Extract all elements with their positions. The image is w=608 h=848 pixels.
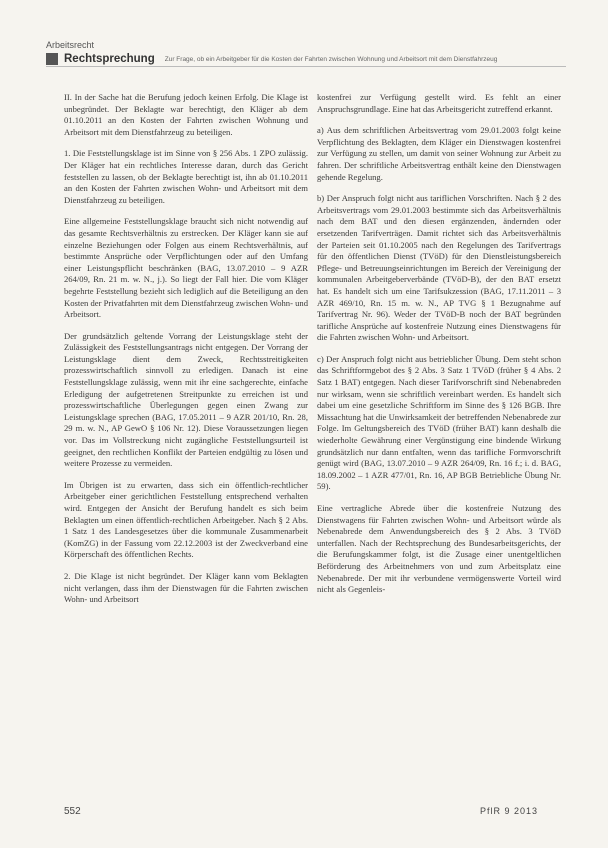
paragraph: c) Der Anspruch folgt nicht aus betrieblicher Übung. Dem steht schon das Schriftformgebot des § 2 Abs. 3 Satz 1 TVöD (früher § 4 Abs. 2 Satz 1 BAT) entgegen. Nach dieser Tarifvorschrift sind Nebenabreden nur wirksam, wenn sie schriftlich vereinbart werden. Es handelt sich dabei um eine gesetzliche Schriftform im Sinne des § 126 BGB. Ihre Missachtung hat die Unwirksamkeit der betreffenden Nebenabrede zur Folge. Im Geltungsbereich des TVöD (früher BAT) kann deshalb die wiederholte Gewährung einer Vergünstigung eine bindende Wirkung grundsätzlich nur dann entfalten, wenn das tarifliche Formvorschrift genügt wird (BAG, 13.07.2010 – 9 AZR 264/09, Rn. 16 f.; i. d. BAG, 18.09.2002 – 1 AZR 477/01, Rn. 16, AP BGB Betriebliche Übung Nr. 59). <box>317 353 561 492</box>
left-column <box>64 92 308 616</box>
paragraph: Im Übrigen ist zu erwarten, dass sich ein öffentlich-rechtlicher Arbeitgeber einer gerichtlichen Feststellung entsprechend verhalten wird. Entgegen der Ansicht der Berufung handelt es sich beim Beklagten um einen öffentlich-rechtlichen Arbeitgeber. Nach § 2 Abs. 1 Satz 1 des Landesgesetzes über die kommunale Zusammenarbeit (KomZG) in der Fassung vom 22.12.2003 ist der Zweckverband eine Körperschaft des öffentlichen Rechts. <box>64 479 308 560</box>
paragraph: b) Der Anspruch folgt nicht aus tariflichen Vorschriften. Nach § 2 des Arbeitsvertrags vom 29.01.2003 bestimmte sich das Arbeitsverhältnis nach dem BAT und den diesen ergänzenden, ändernden oder ersetzenden Tarifverträgen. Damit richtet sich das Arbeitsverhältnis der Parteien seit 01.10.2005 nach den Regelungen des Tarifvertrags für den öffentlichen Dienst (TVöD) für den Dienstleistungsbereich Pflege- und Betreuungseinrichtungen im Bereich der Vereinigung der kommunalen Arbeitgeberverbände (TVöD-B), der den BAT ersetzt hat. Es handelt sich um eine Tarifsukzession (BAG, 17.11.2011 – 3 AZR 469/10, Rn. 15 m. w. N., AP TVG § 1 Bezugnahme auf Tarifvertrag Nr. 96). Weder der TVöD-B noch der BAT begründen tarifliche Ansprüche auf kostenfreie Nutzung eines Dienstwagens für die Fahrten zwischen Wohn- und Arbeitsort. <box>317 193 561 343</box>
header-subtitle: Zur Frage, ob ein Arbeitgeber für die Kosten der Fahrten zwischen Wohnung und Arbeitsort mit dem Dienstfahrzeug <box>164 55 498 63</box>
page-number: 552 <box>64 806 81 817</box>
header-marker-icon <box>46 53 58 65</box>
paragraph: 2. Die Klage ist nicht begründet. Der Kläger kann vom Beklagten nicht verlangen, dass ihm der Dienstwagen für die Fahrten zwischen Wohn- und Arbeitsort <box>64 570 308 605</box>
paragraph: II. In der Sache hat die Berufung jedoch keinen Erfolg. Die Klage ist unbegründet. Der Beklagte war berechtigt, den Kläger ab dem 01.10.2011 an den Kosten der Fahrten zwischen Wohnung und Arbeitsort mit dem Dienstfahrzeug zu beteiligen. <box>64 92 308 137</box>
paragraph: Eine vertragliche Abrede über die kostenfreie Nutzung des Dienstwagens für Fahrten zwischen Wohn- und Arbeitsort würde als Nebenabrede dem Anwendungsbereich des § 2 Abs. 3 TVöD unterfallen. Nach der Rechtsprechung des Bundesarbeitsgerichts, der die Berufungskammer folgt, ist die Zusage einer unentgeltlichen Beförderung des Arbeitnehmers von und zum Arbeitsplatz eine Nebenabrede. Der mit ihr verbundene vermögenswerte Vorteil wird nicht als Gegenleis- <box>317 503 561 595</box>
paragraph: kostenfrei zur Verfügung gestellt wird. Es fehlt an einer Anspruchsgrundlage. Eine hat das Arbeitsgericht zutreffend erkannt. <box>317 92 561 114</box>
page-header <box>46 52 566 67</box>
paragraph: 1. Die Feststellungsklage ist im Sinne von § 256 Abs. 1 ZPO zulässig. Der Kläger hat ein rechtliches Interesse daran, durch das Gericht feststellen zu lassen, ob der Beklagte berechtigt ist, ihn ab 01.10.2011 an den Kosten der Fahrten zwischen Wohn- und Arbeitsort mit dem Dienstfahrzeug zu beteiligen. <box>64 148 308 205</box>
section-label: Arbeitsrecht <box>46 40 95 50</box>
paragraph: Der grundsätzlich geltende Vorrang der Leistungsklage steht der Zulässigkeit des Feststellungsantrags nicht entgegen. Der Vorrang der Leistungsklage dient dem Zweck, Rechtsstreitigkeiten prozesswirtschaftlich sinnvoll zu erledigen. Danach ist eine Feststellungsklage zulässig, wenn mit ihr eine sachgerechte, einfache Erledigung der aufgetretenen Streitpunkte zu erreichen ist und prozesswirtschaftliche Überlegungen gegen einen Zwang zur Leistungsklage sprechen (BAG, 17.05.2011 – 9 AZR 201/10, Rn. 28, 29 m. w. N., AP GewO § 106 Nr. 12). Diese Voraussetzungen liegen vor. Das im Vollstreckung nicht zugängliche Feststellungsurteil ist geeignet, den rechtlichen Konflikt der Parteien endgültig zu lösen und weitere Prozesse zu vermeiden. <box>64 330 308 469</box>
right-column <box>317 92 561 606</box>
header-title: Rechtsprechung <box>64 53 155 65</box>
paragraph: a) Aus dem schriftlichen Arbeitsvertrag vom 29.01.2003 folgt keine Verpflichtung des Beklagten, dem Kläger ein Dienstwagen kostenfrei zur Verfügung zu stellen, um damit von seiner Wohnung zur Arbeit zu fahren. Der schriftliche Arbeitsvertrag enthält keine den Dienstwagen gehende Regelung. <box>317 125 561 182</box>
journal-label: PflR 9 2013 <box>480 806 539 816</box>
paragraph: Eine allgemeine Feststellungsklage braucht sich nicht notwendig auf das gesamte Rechtsverhältnis zu erstrecken. Der Kläger kann sie auf einzelne Beziehungen oder Folgen aus einem Rechtsverhältnis, auf bestimmte Ansprüche oder Verpflichtungen oder auf den Umfang einer Leistungspflicht beschränken (BAG, 13.07.2010 – 9 AZR 264/09, Rn. 21 m. w. N., j.). So liegt der Fall hier. Die vom Kläger begehrte Feststellung bezieht sich lediglich auf die Beteiligung an den Kosten der Privatfahrten mit dem Dienstfahrzeug zwischen Wohn- und Arbeitsort. <box>64 216 309 320</box>
